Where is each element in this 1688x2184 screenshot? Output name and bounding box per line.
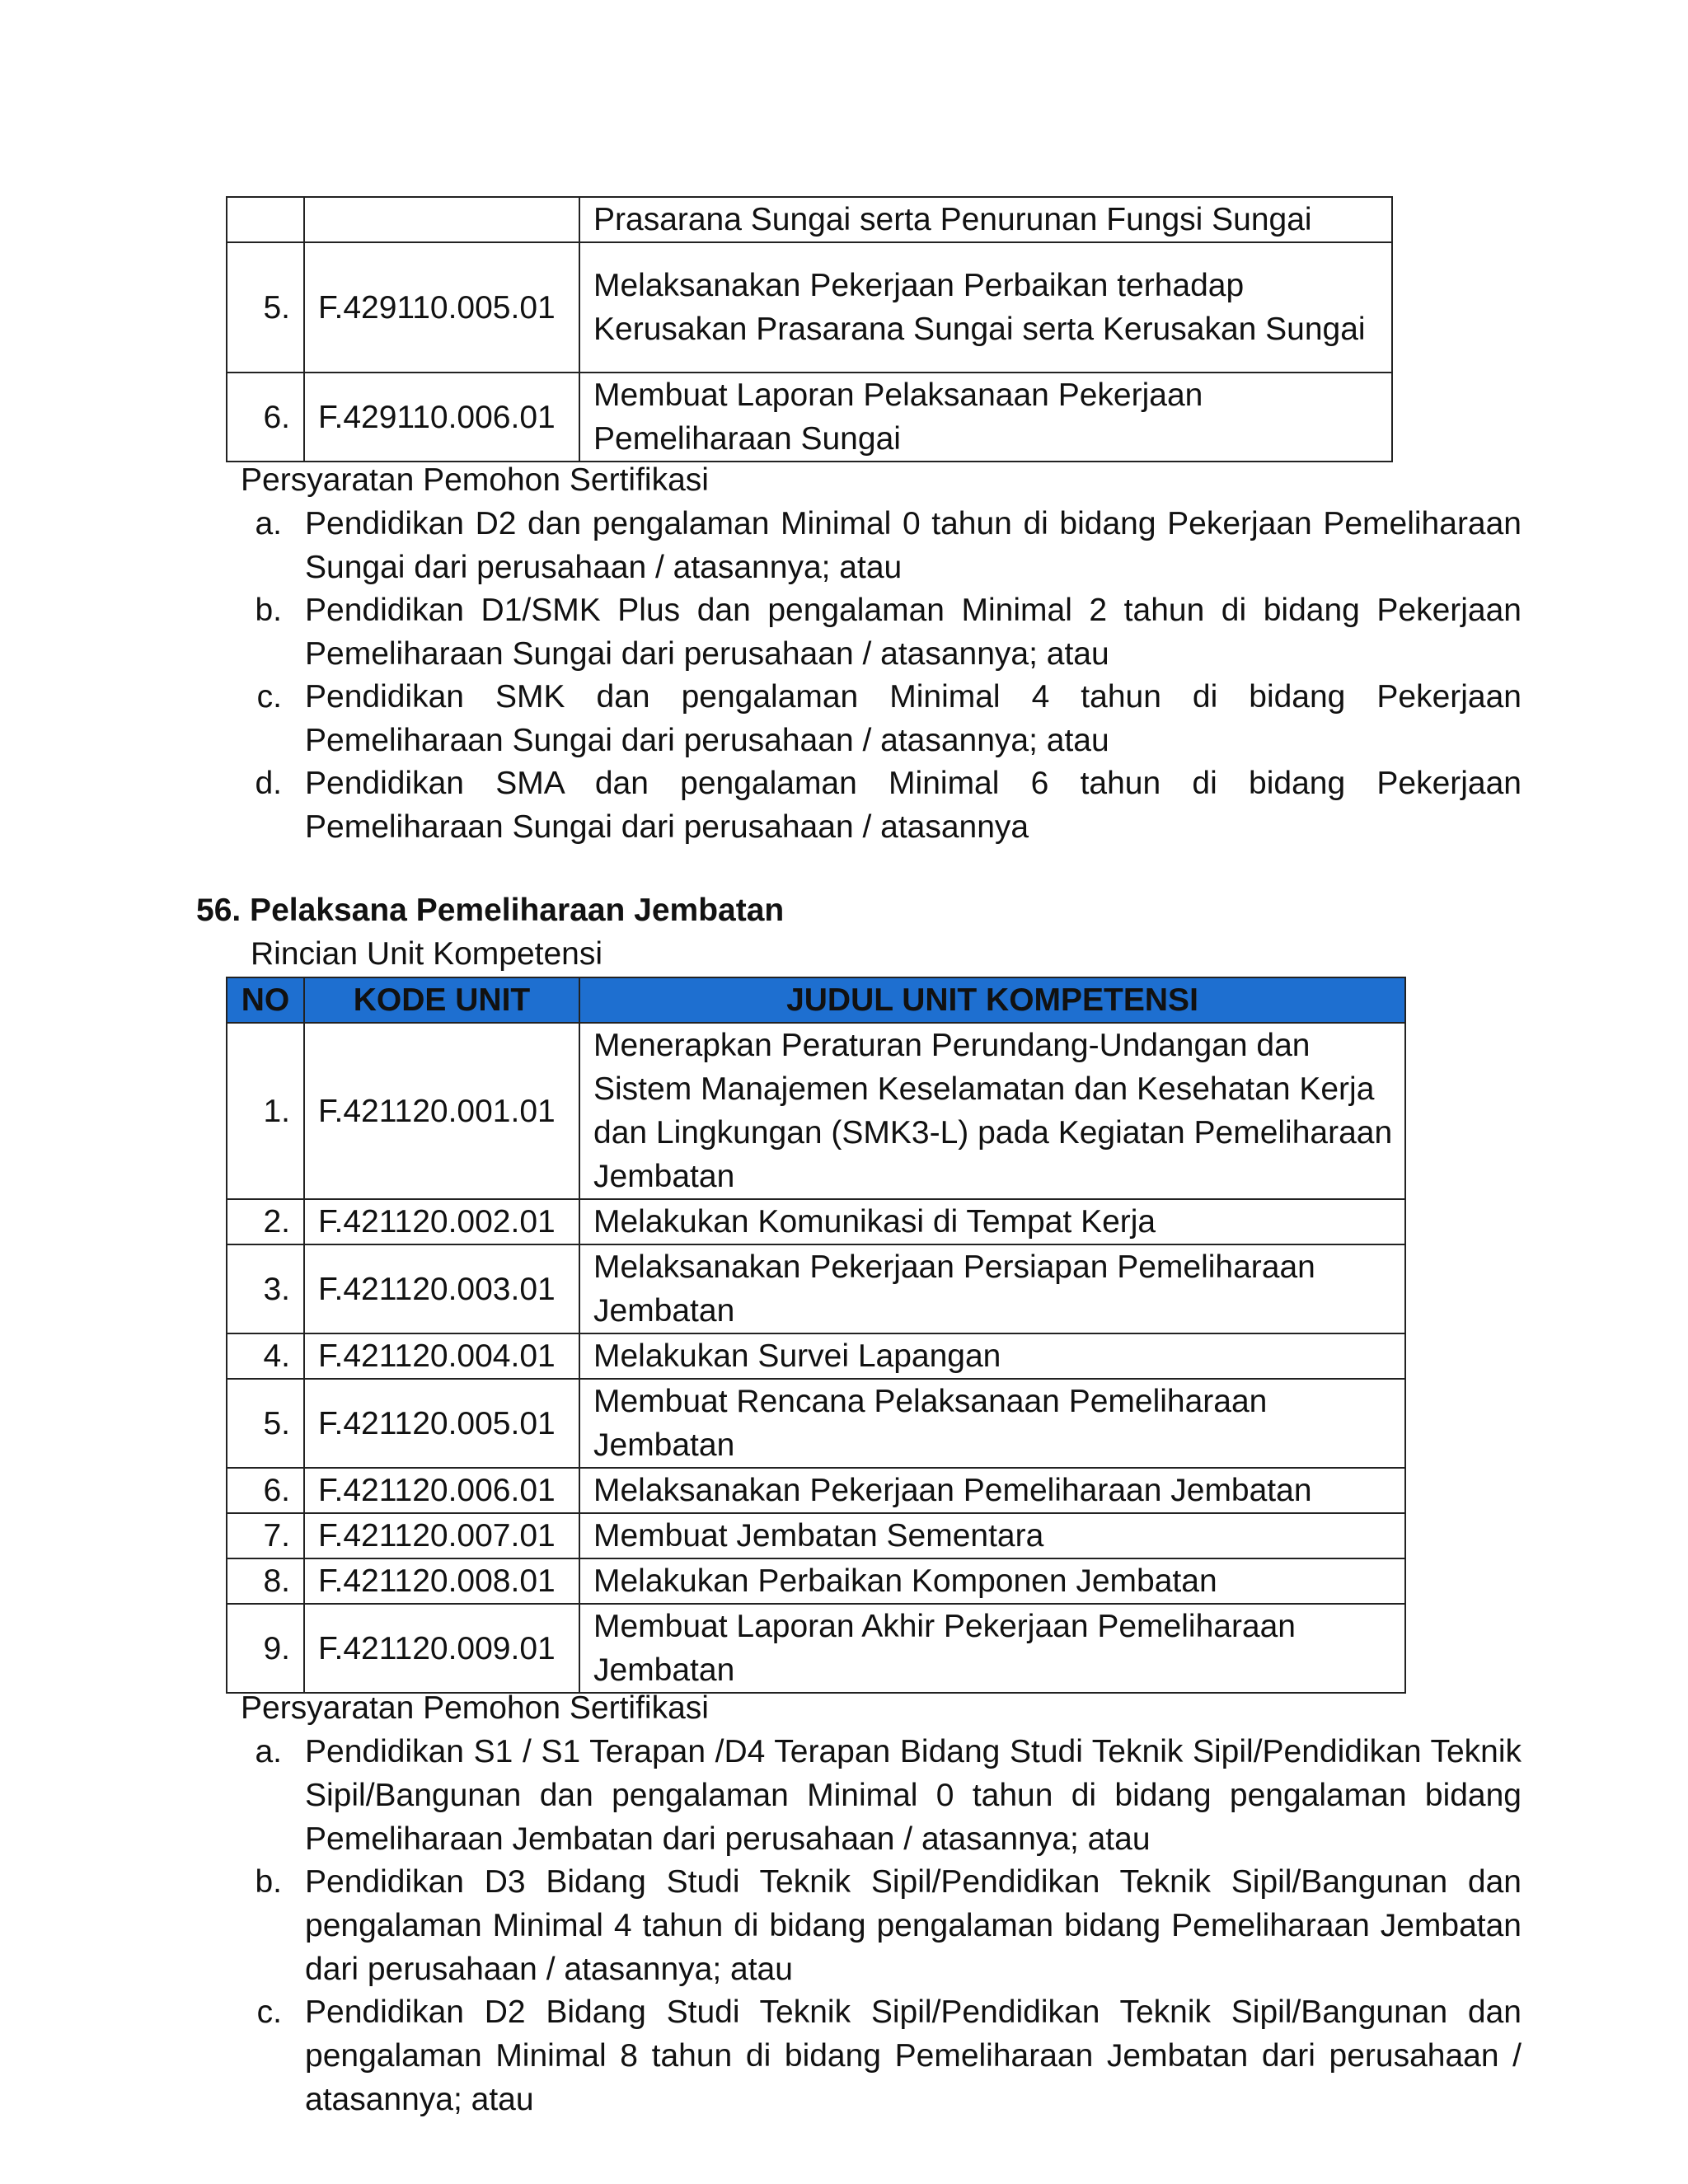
requirement-letter: d. xyxy=(255,766,282,801)
header-no: NO xyxy=(227,977,304,1023)
row-title: Melakukan Komunikasi di Tempat Kerja xyxy=(579,1199,1405,1244)
requirement-letter: b. xyxy=(255,593,282,628)
requirement-text: Pendidikan S1 / S1 Terapan /D4 Terapan Bidang Studi Teknik Sipil/Pendidikan Teknik Sipil/Bangunan dan pengalaman Minimal 0 tahun di bidang pengalaman bidang Pemeliharaan Jembatan dari perusahaan / atasannya; atau xyxy=(305,1734,1522,1857)
row-no: 9. xyxy=(227,1604,304,1693)
row-title: Melaksanakan Pekerjaan Pemeliharaan Jembatan xyxy=(579,1468,1405,1513)
row-code: F.421120.004.01 xyxy=(304,1333,579,1379)
requirement-text: Pendidikan D2 dan pengalaman Minimal 0 tahun di bidang Pekerjaan Pemeliharaan Sungai dari perusahaan / atasannya; atau xyxy=(305,506,1522,585)
row-code: F.429110.005.01 xyxy=(304,242,579,373)
row-code: F.421120.002.01 xyxy=(304,1199,579,1244)
requirement-item xyxy=(234,502,1522,589)
row-code: F.421120.003.01 xyxy=(304,1244,579,1333)
row-title: Membuat Laporan Pelaksanaan Pekerjaan Pemeliharaan Sungai xyxy=(579,373,1392,462)
row-code: F.421120.001.01 xyxy=(304,1023,579,1199)
row-no: 6. xyxy=(227,373,304,462)
requirement-item xyxy=(234,1990,1522,2121)
table-row xyxy=(227,373,1392,462)
row-code: F.429110.006.01 xyxy=(304,373,579,462)
requirement-text: Pendidikan D3 Bidang Studi Teknik Sipil/Pendidikan Teknik Sipil/Bangunan dan pengalaman Minimal 4 tahun di bidang pengalaman bidang Pemeliharaan Jembatan dari perusahaan / atasannya; atau xyxy=(305,1864,1522,1987)
row-no: 2. xyxy=(227,1199,304,1244)
table-row xyxy=(227,1604,1405,1693)
row-no: 1. xyxy=(227,1023,304,1199)
requirements-label: Persyaratan Pemohon Sertifikasi xyxy=(241,1690,709,1726)
unit-table-jembatan xyxy=(226,977,1406,1694)
row-no: 3. xyxy=(227,1244,304,1333)
header-code: KODE UNIT xyxy=(304,977,579,1023)
row-title: Prasarana Sungai serta Penurunan Fungsi Sungai xyxy=(579,197,1392,242)
row-no: 4. xyxy=(227,1333,304,1379)
requirement-item xyxy=(234,762,1522,849)
requirement-item xyxy=(234,1730,1522,1861)
table-row xyxy=(227,1558,1405,1604)
row-title: Melaksanakan Pekerjaan Perbaikan terhadap Kerusakan Prasarana Sungai serta Kerusakan Sungai xyxy=(579,242,1392,373)
requirement-text: Pendidikan D1/SMK Plus dan pengalaman Minimal 2 tahun di bidang Pekerjaan Pemeliharaan Sungai dari perusahaan / atasannya; atau xyxy=(305,593,1522,672)
requirement-text: Pendidikan SMK dan pengalaman Minimal 4 tahun di bidang Pekerjaan Pemeliharaan Sungai dari perusahaan / atasannya; atau xyxy=(305,679,1522,758)
row-no: 5. xyxy=(227,1379,304,1468)
row-no: 8. xyxy=(227,1558,304,1604)
table-row xyxy=(227,1199,1405,1244)
row-title: Membuat Jembatan Sementara xyxy=(579,1513,1405,1558)
units-label: Rincian Unit Kompetensi xyxy=(251,936,603,972)
requirement-text: Pendidikan D2 Bidang Studi Teknik Sipil/Pendidikan Teknik Sipil/Bangunan dan pengalaman Minimal 8 tahun di bidang Pemeliharaan Jembatan dari perusahaan / atasannya; atau xyxy=(305,1994,1522,2117)
table-row xyxy=(227,1023,1405,1199)
table-header-row xyxy=(227,977,1405,1023)
requirement-letter: a. xyxy=(255,1734,282,1769)
row-code: F.421120.008.01 xyxy=(304,1558,579,1604)
row-title: Melakukan Survei Lapangan xyxy=(579,1333,1405,1379)
requirement-letter: b. xyxy=(255,1864,282,1900)
section-heading: 56. Pelaksana Pemeliharaan Jembatan xyxy=(196,893,785,928)
row-title: Melaksanakan Pekerjaan Persiapan Pemeliharaan Jembatan xyxy=(579,1244,1405,1333)
table-row xyxy=(227,197,1392,242)
row-code: F.421120.005.01 xyxy=(304,1379,579,1468)
row-no: 6. xyxy=(227,1468,304,1513)
requirement-letter: a. xyxy=(255,506,282,541)
row-code: F.421120.006.01 xyxy=(304,1468,579,1513)
table-row xyxy=(227,1513,1405,1558)
row-title: Membuat Laporan Akhir Pekerjaan Pemeliharaan Jembatan xyxy=(579,1604,1405,1693)
requirement-item xyxy=(234,675,1522,762)
requirement-letter: c. xyxy=(256,1994,282,2030)
row-title: Membuat Rencana Pelaksanaan Pemeliharaan Jembatan xyxy=(579,1379,1405,1468)
row-no: 5. xyxy=(227,242,304,373)
table-row xyxy=(227,1244,1405,1333)
table-row xyxy=(227,1379,1405,1468)
row-code: F.421120.009.01 xyxy=(304,1604,579,1693)
table-row xyxy=(227,1468,1405,1513)
unit-table-sungai xyxy=(226,196,1393,462)
requirement-text: Pendidikan SMA dan pengalaman Minimal 6 tahun di bidang Pekerjaan Pemeliharaan Sungai dari perusahaan / atasannya xyxy=(305,766,1522,845)
requirement-item xyxy=(234,588,1522,676)
table-row xyxy=(227,1333,1405,1379)
row-code xyxy=(304,197,579,242)
row-code: F.421120.007.01 xyxy=(304,1513,579,1558)
requirement-letter: c. xyxy=(256,679,282,715)
table-row xyxy=(227,242,1392,373)
row-no: 7. xyxy=(227,1513,304,1558)
row-no xyxy=(227,197,304,242)
row-title: Menerapkan Peraturan Perundang-Undangan dan Sistem Manajemen Keselamatan dan Kesehatan Kerja dan Lingkungan (SMK3-L) pada Kegiatan Pemeliharaan Jembatan xyxy=(579,1023,1405,1199)
header-title: JUDUL UNIT KOMPETENSI xyxy=(579,977,1405,1023)
requirement-item xyxy=(234,1860,1522,1991)
row-title: Melakukan Perbaikan Komponen Jembatan xyxy=(579,1558,1405,1604)
requirements-label: Persyaratan Pemohon Sertifikasi xyxy=(241,462,709,498)
